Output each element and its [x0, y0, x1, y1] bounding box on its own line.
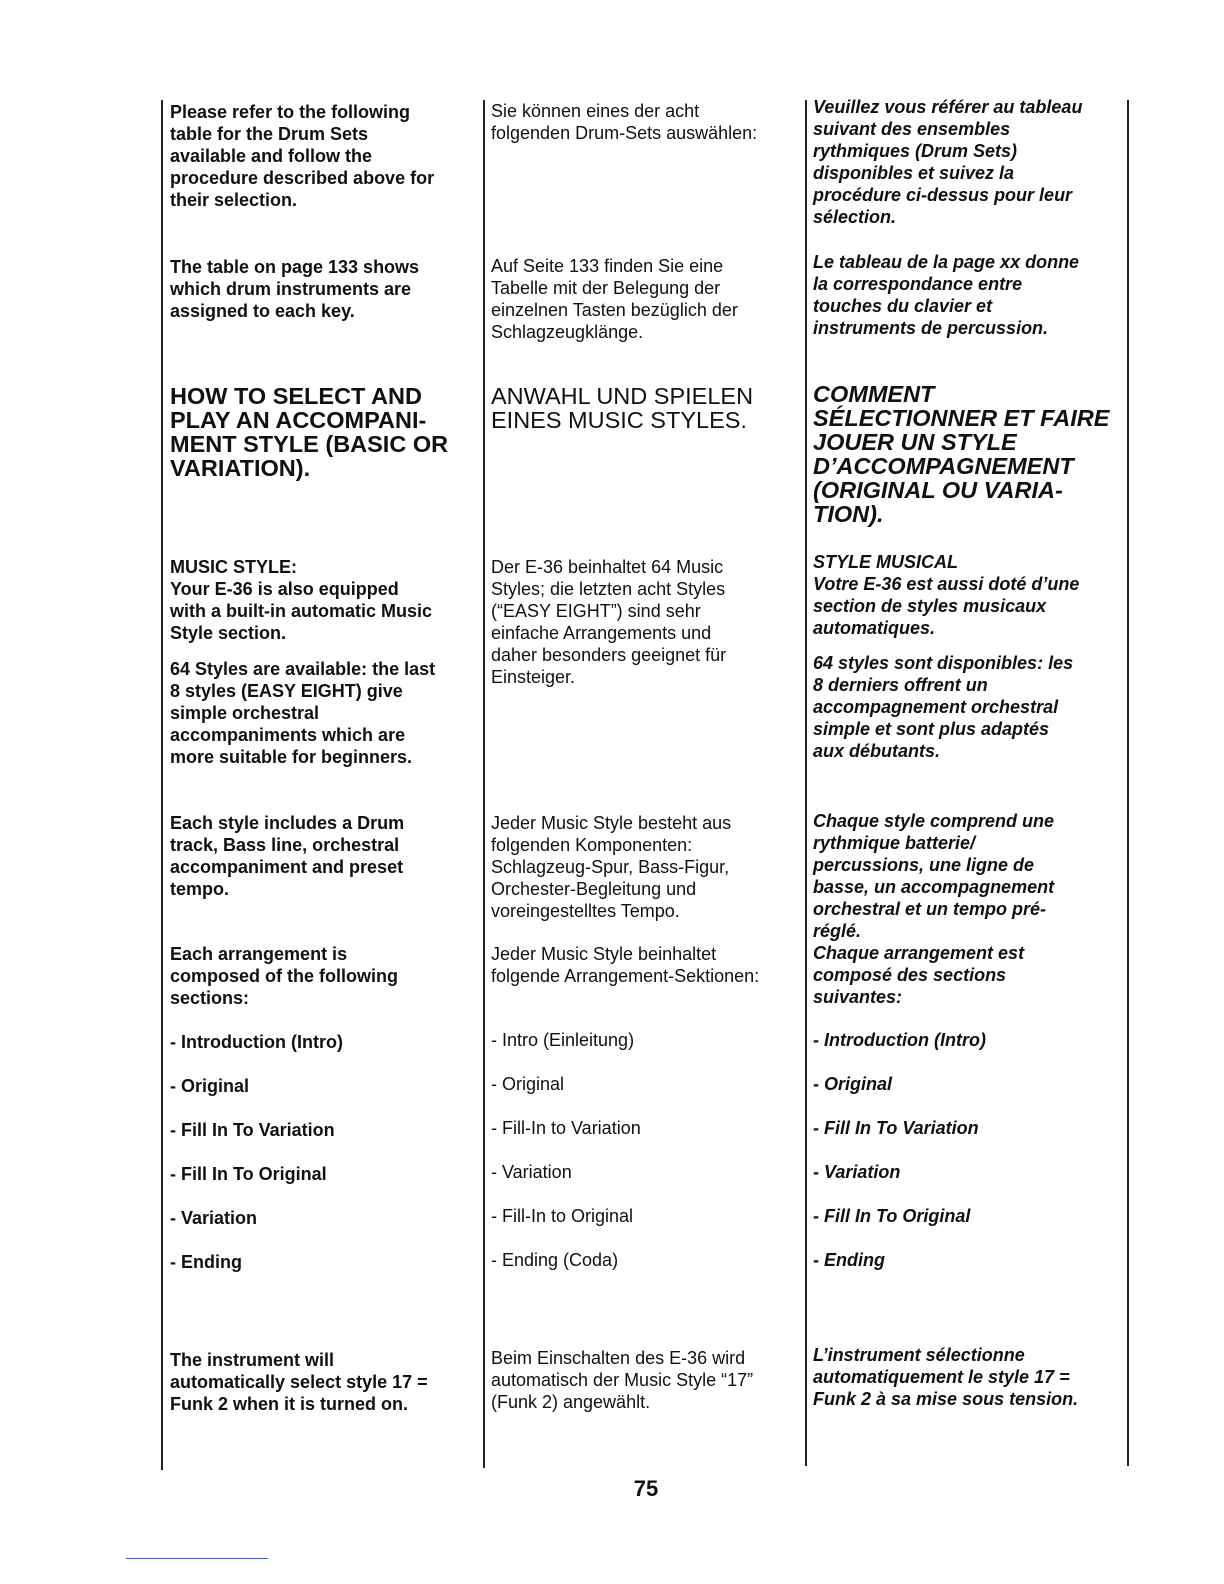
german-section-heading: ANWAHL UND SPIELEN EINES MUSIC STYLES. — [491, 383, 754, 433]
english-arrangement: Each arrangement is composed of the following sections: — [170, 944, 398, 1008]
english-default-style: The instrument will automatically select style 17 = Funk 2 when it is turned on. — [170, 1350, 428, 1414]
french-music-style-title: STYLE MUSICAL — [813, 552, 959, 572]
french-section-item: - Fill In To Variation — [813, 1118, 979, 1138]
french-section-item: - Ending — [813, 1250, 885, 1270]
french-table-reference: Le tableau de la page xx donne la correspondance entre touches du clavier et instruments de percussion. — [813, 252, 1080, 338]
page-number: 75 — [633, 1476, 659, 1501]
french-section-item: - Original — [813, 1074, 893, 1094]
french-styles-available: 64 styles sont disponibles: les 8 derniers offrent un accompagnement orchestral simple et sont plus adaptés aux débutants. — [813, 653, 1074, 761]
french-default-style: L’instrument sélectionne automatiquement le style 17 = Funk 2 à sa mise sous tension. — [813, 1345, 1079, 1409]
english-music-style-title: MUSIC STYLE: — [170, 557, 298, 577]
french-section-item: - Variation — [813, 1162, 901, 1182]
french-music-style-body: Votre E-36 est aussi doté d’une section de styles musicaux automatiques. — [813, 574, 1080, 638]
french-arrangement: Chaque arrangement est composé des sections suivantes: — [813, 943, 1025, 1007]
french-section-heading: COMMENT SÉLECTIONNER ET FAIRE JOUER UN STYLE D’ACCOMPAGNEMENT (ORIGINAL OU VARIA- TION). — [813, 381, 1110, 527]
german-intro: Sie können eines der acht folgenden Drum-Sets auswählen: — [491, 101, 758, 143]
german-arrangement: Jeder Music Style beinhaltet folgende Arrangement-Sektionen: — [491, 944, 760, 986]
french-intro: Veuillez vous référer au tableau suivant des ensembles rythmiques (Drum Sets) disponibles et suivez la procédure ci-dessus pour leur sélection. — [813, 97, 1083, 227]
footer-rule — [126, 1558, 268, 1559]
german-section-item: - Intro (Einleitung) — [491, 1030, 635, 1050]
french-column — [813, 0, 1125, 1584]
column-divider-middle-left — [483, 100, 485, 1468]
german-default-style: Beim Einschalten des E-36 wird automatisch der Music Style “17” (Funk 2) angewählt. — [491, 1348, 754, 1412]
english-section-item: - Variation — [170, 1208, 258, 1228]
english-section-item: - Fill In To Variation — [170, 1120, 335, 1140]
english-intro: Please refer to the following table for the Drum Sets available and follow the procedure described above for their selection. — [170, 102, 435, 210]
german-column — [491, 0, 801, 1584]
german-section-item: - Ending (Coda) — [491, 1250, 619, 1270]
column-divider-right — [1127, 100, 1129, 1466]
german-section-item: - Fill-In to Original — [491, 1206, 634, 1226]
english-table-reference: The table on page 133 shows which drum instruments are assigned to each key. — [170, 257, 420, 321]
english-music-style-body: Your E-36 is also equipped with a built-in automatic Music Style section. — [170, 579, 433, 643]
german-table-reference: Auf Seite 133 finden Sie eine Tabelle mit der Belegung der einzelnen Tasten bezüglich der Schlagzeugklänge. — [491, 256, 738, 342]
french-section-item: - Fill In To Original — [813, 1206, 971, 1226]
english-section-item: - Fill In To Original — [170, 1164, 327, 1184]
german-section-item: - Fill-In to Variation — [491, 1118, 641, 1138]
german-section-item: - Variation — [491, 1162, 572, 1182]
column-divider-middle-right — [805, 100, 807, 1466]
french-style-includes: Chaque style comprend une rythmique batterie/ percussions, une ligne de basse, un accompagnement orchestral et un tempo pré- réglé. — [813, 811, 1055, 941]
english-section-heading: HOW TO SELECT AND PLAY AN ACCOMPANI- MENT STYLE (BASIC OR VARIATION). — [170, 383, 449, 481]
english-style-includes: Each style includes a Drum track, Bass line, orchestral accompaniment and preset tempo. — [170, 813, 405, 899]
english-styles-available: 64 Styles are available: the last 8 styles (EASY EIGHT) give simple orchestral accompaniments which are more suitable for beginners. — [170, 659, 436, 767]
english-section-item: - Ending — [170, 1252, 242, 1272]
column-divider-left — [161, 100, 163, 1470]
english-section-item: - Introduction (Intro) — [170, 1032, 343, 1052]
english-section-item: - Original — [170, 1076, 250, 1096]
german-section-item: - Original — [491, 1074, 565, 1094]
german-style-includes: Jeder Music Style besteht aus folgenden Komponenten: Schlagzeug-Spur, Bass-Figur, Orchester-Begleitung und voreingestelltes Tempo. — [491, 813, 732, 921]
german-music-style-body: Der E-36 beinhaltet 64 Music Styles; die letzten acht Styles (“EASY EIGHT”) sind sehr einfache Arrangements und daher besonders geeignet für Einsteiger. — [491, 557, 727, 687]
french-section-item: - Introduction (Intro) — [813, 1030, 986, 1050]
english-column — [170, 0, 475, 1584]
